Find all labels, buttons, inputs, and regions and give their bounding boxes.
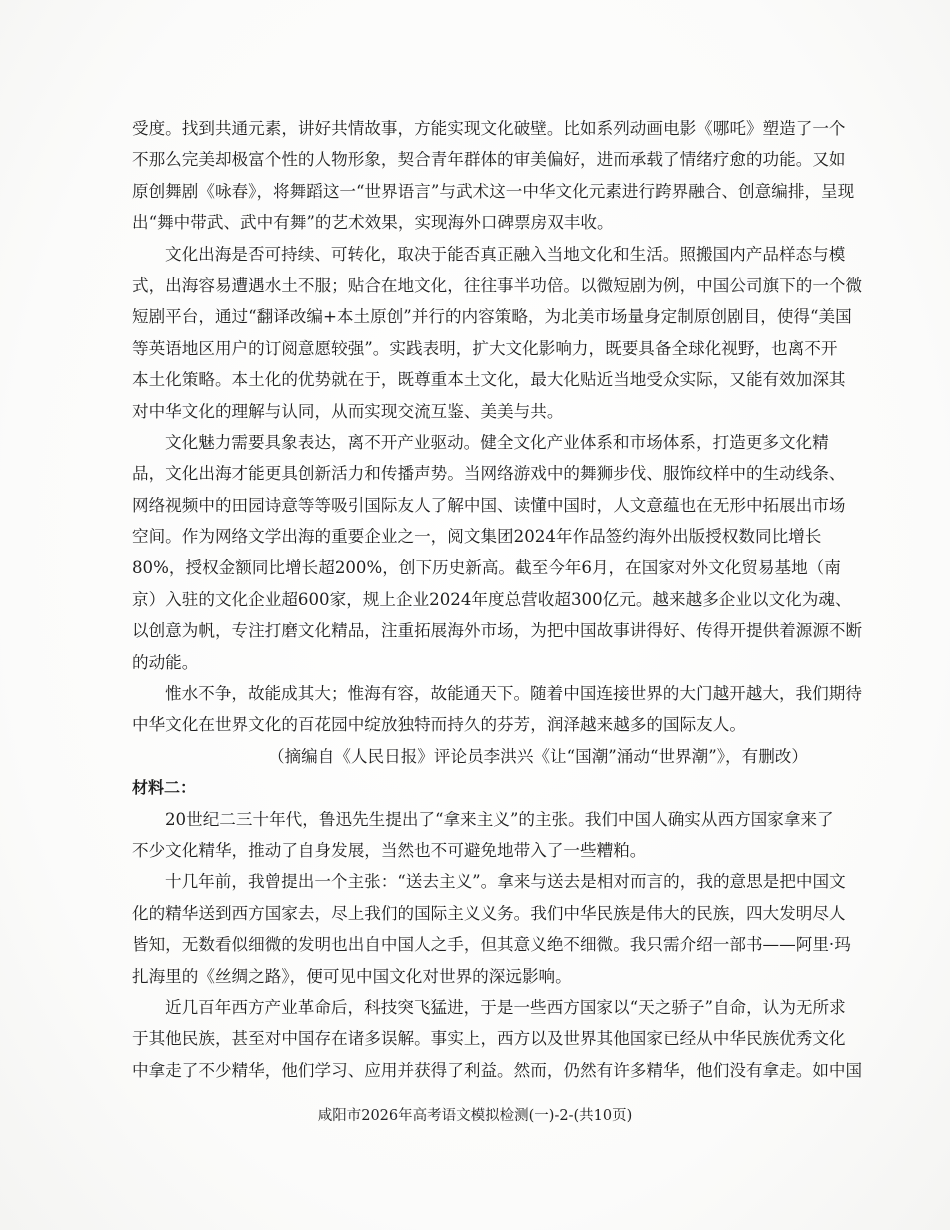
paragraph-song-qu — [132, 866, 851, 992]
text-line: 不那么完美却极富个性的人物形象，契合青年群体的审美偏好，进而承载了情绪疗愈的功能。又如 — [132, 150, 846, 170]
text-line: 80%，授权金额同比增长超200%，创下历史新高。截至今年6月，在国家对外文化贸易基地（南 — [132, 558, 841, 578]
text-line: 于其他民族，甚至对中国存在诸多误解。事实上，西方以及世界其他国家已经从中华民族优秀文化 — [132, 1029, 846, 1049]
paragraph-material-one-tail — [132, 113, 855, 239]
text-line: 等英语地区用户的订阅意愿较强”。实践表明，扩大文化影响力，既要具备全球化视野，也离不开 — [132, 338, 838, 358]
page-footer: 咸阳市2026年高考语文模拟检测(一)-2-(共10页) — [317, 1108, 633, 1124]
text-line: 空间。作为网络文学出海的重要企业之一，阅文集团2024年作品签约海外出版授权数同比增长 — [132, 527, 822, 547]
text-line: 十几年前，我曾提出一个主张：“送去主义”。拿来与送去是相对而言的，我的意思是把中国文 — [165, 872, 846, 892]
text-line: 的动能。 — [132, 652, 199, 672]
text-line: 皆知，无数看似细微的发明也出自中国人之手，但其意义绝不细微。我只需介绍一部书——阿里·玛 — [132, 935, 851, 955]
paragraph-west — [132, 992, 863, 1086]
text-line: 中华文化在世界文化的百花园中绽放独特而持久的芬芳，润泽越来越多的国际友人。 — [132, 715, 746, 735]
text-line: 惟水不争，故能成其大；惟海有容，故能通天下。随着中国连接世界的大门越开越大，我们期待 — [165, 684, 862, 704]
text-line: 文化出海是否可持续、可转化，取决于能否真正融入当地文化和生活。照搬国内产品样态与模 — [165, 244, 846, 264]
text-line: 式，出海容易遭遇水土不服；贴合在地文化，往往事半功倍。以微短剧为例，中国公司旗下的一个微 — [132, 275, 863, 295]
text-line: 受度。找到共通元素，讲好共情故事，方能实现文化破壁。比如系列动画电影《哪吒》塑造了一个 — [132, 119, 846, 138]
text-line: 化的精华送到西方国家去，尽上我们的国际主义义务。我们中华民族是伟大的民族，四大发明尽人 — [132, 903, 846, 923]
text-line: 以创意为帆，专注打磨文化精品，注重拓展海外市场，为把中国故事讲得好、传得开提供着源源不断 — [132, 621, 863, 641]
text-line: 中拿走了不少精华，他们学习、应用并获得了利益。然而，仍然有许多精华，他们没有拿走。如中国 — [132, 1060, 863, 1080]
text-line: 近几百年西方产业革命后，科技突飞猛进，于是一些西方国家以“天之骄子”自命，认为无所求 — [165, 997, 846, 1017]
section-heading-material-two: 材料二： — [132, 778, 197, 798]
text-column — [132, 113, 863, 1086]
paragraph-localization — [132, 239, 863, 427]
text-line: 20世纪二三十年代，鲁迅先生提出了“拿来主义”的主张。我们中国人确实从西方国家拿来了 — [165, 809, 834, 829]
text-line: 京）入驻的文化企业超600家，规上企业2024年度总营收超300亿元。越来越多企业以文化为魂、 — [132, 589, 852, 609]
text-line: 扎海里的《丝绸之路》，便可见中国文化对世界的深远影响。 — [132, 966, 572, 986]
text-line: 网络视频中的田园诗意等等吸引国际友人了解中国、读懂中国时，人文意蕴也在无形中拓展出市场 — [132, 495, 846, 515]
text-line: 对中华文化的理解与认同，从而实现交流互鉴、美美与共。 — [132, 401, 564, 421]
text-line: 原创舞剧《咏春》，将舞蹈这一“世界语言”与武术这一中华文化元素进行跨界融合、创意编排，呈现 — [132, 181, 855, 201]
source-citation: （摘编自《人民日报》评论员李洪兴《让“国潮”涌动“世界潮”》，有删改） — [267, 746, 808, 766]
text-line: 文化魅力需要具象表达，离不开产业驱动。健全文化产业体系和市场体系，打造更多文化精 — [165, 432, 829, 452]
text-line: 品，文化出海才能更具创新活力和传播声势。当网络游戏中的舞狮步伐、服饰纹样中的生动线条、 — [132, 464, 846, 484]
paragraph-industry — [132, 427, 863, 678]
text-line: 出“舞中带武、武中有舞”的艺术效果，实现海外口碑票房双丰收。 — [132, 213, 614, 233]
text-line: 短剧平台，通过“翻译改编+本土原创”并行的内容策略，为北美市场量身定制原创剧目，使得“美国 — [132, 307, 852, 327]
paragraph-conclusion — [132, 678, 862, 741]
text-line: 不少文化精华，推动了自身发展，当然也不可避免地带入了一些糟粕。 — [132, 840, 647, 860]
paragraph-lu-xun — [132, 804, 834, 867]
text-line: 本土化策略。本土化的优势就在于，既尊重本土文化，最大化贴近当地受众实际，又能有效加深其 — [132, 370, 846, 390]
